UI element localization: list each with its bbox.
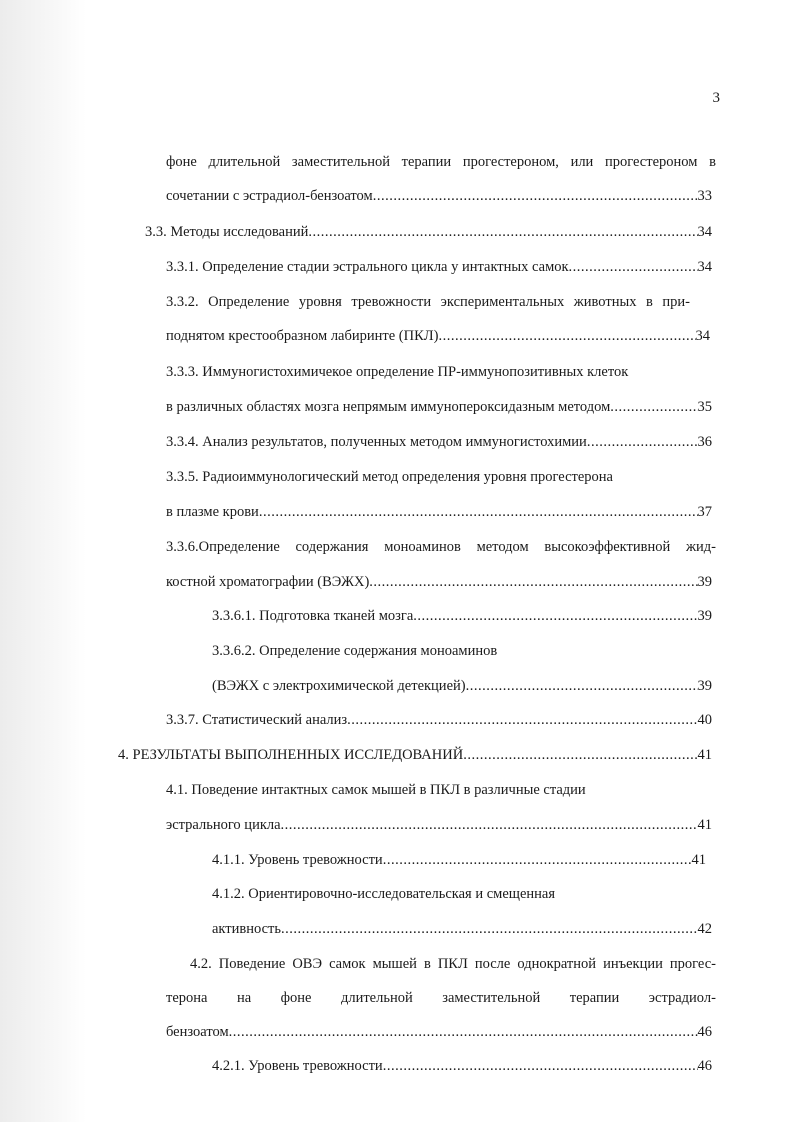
toc-word: 3.3.6.Определение — [166, 539, 280, 555]
toc-entry-text: 4. РЕЗУЛЬТАТЫ ВЫПОЛНЕННЫХ ИССЛЕДОВАНИЙ — [118, 747, 464, 763]
toc-line-continuation — [190, 954, 716, 974]
toc-word: терапии — [569, 990, 620, 1006]
toc-leader-dots — [587, 432, 698, 452]
toc-page-ref: 37 — [697, 504, 712, 520]
toc-entry-text: 4.1.2. Ориентировочно-исследовательская и смещенная — [212, 886, 556, 902]
toc-word: в — [709, 154, 716, 170]
toc-entry — [166, 710, 712, 730]
toc-entry — [166, 432, 712, 452]
toc-leader-dots — [569, 257, 698, 277]
toc-line-continuation — [166, 292, 690, 312]
toc-entry-text: 3.3.5. Радиоиммунологический метод определения уровня прогестерона — [166, 469, 613, 485]
toc-word: 4.2. — [190, 956, 212, 972]
toc-leader-dots — [281, 815, 698, 835]
toc-word: терона — [166, 990, 208, 1006]
toc-leader-dots — [259, 502, 698, 522]
toc-word: ОВЭ — [292, 956, 323, 972]
toc-leader-dots — [281, 919, 698, 939]
toc-word: фоне — [280, 990, 312, 1006]
toc-entry-text: в различных областях мозга непрямым иммунопероксидазным методом — [166, 399, 611, 415]
toc-entry — [212, 606, 712, 626]
toc-entry-text: 3.3.6.1. Подготовка тканей мозга — [212, 608, 414, 624]
toc-page-ref: 41 — [697, 747, 712, 763]
toc-word: при- — [662, 294, 690, 310]
toc-word: уровня — [298, 294, 342, 310]
toc-word: прогестероном — [604, 154, 698, 170]
toc-entry-text: 3.3.1. Определение стадии эстрального цикла у интактных самок — [166, 259, 569, 275]
toc-word: Определение — [208, 294, 290, 310]
toc-entry — [166, 397, 712, 417]
toc-entry-text: поднятом крестообразном лабиринте (ПКЛ) — [166, 328, 439, 344]
toc-word: мышей — [372, 956, 417, 972]
toc-word: в — [645, 294, 653, 310]
toc-leader-dots — [438, 326, 695, 346]
toc-page-ref: 36 — [697, 434, 712, 450]
toc-entry — [166, 572, 712, 592]
toc-page-ref: 33 — [697, 188, 712, 204]
toc-entry — [166, 1022, 712, 1042]
toc-word: длительной — [340, 990, 413, 1006]
toc-page-ref: 34 — [695, 328, 710, 344]
toc-leader-dots — [383, 850, 692, 870]
toc-leader-dots — [610, 397, 697, 417]
toc-entry — [166, 326, 710, 346]
toc-entry — [166, 186, 712, 206]
toc-entry-text: 3.3.6.2. Определение содержания моноаминов — [212, 643, 498, 659]
toc-word: на — [236, 990, 252, 1006]
toc-line-continuation — [166, 780, 586, 800]
toc-word: ПКЛ — [437, 956, 468, 972]
toc-word: после — [474, 956, 511, 972]
toc-word: методом — [476, 539, 529, 555]
toc-leader-dots — [373, 186, 698, 206]
toc-page-ref: 34 — [697, 224, 712, 240]
toc-page-ref: 39 — [697, 574, 712, 590]
toc-word: жид- — [685, 539, 716, 555]
toc-entry-text: 4.1. Поведение интактных самок мышей в ПКЛ в различные стадии — [166, 782, 586, 798]
toc-line-continuation — [166, 467, 613, 487]
toc-line-justified — [166, 988, 716, 1008]
toc-page-ref: 34 — [697, 259, 712, 275]
toc-word: самок — [329, 956, 366, 972]
toc-page-ref: 35 — [697, 399, 712, 415]
toc-entry — [212, 1056, 712, 1076]
toc-word: Поведение — [218, 956, 286, 972]
toc-word: высокоэффективной — [544, 539, 671, 555]
toc-line-continuation — [166, 152, 716, 172]
toc-page-ref: 46 — [697, 1024, 712, 1040]
page-number: 3 — [712, 90, 720, 106]
toc-entry-text: сочетании с эстрадиол-бензоатом — [166, 188, 373, 204]
toc-word: тревожности — [351, 294, 432, 310]
toc-leader-dots — [463, 745, 697, 765]
toc-entry-text: (ВЭЖХ с электрохимической детекцией) — [212, 678, 466, 694]
toc-entry-text: бензоатом — [166, 1024, 229, 1040]
toc-word: животных — [573, 294, 637, 310]
toc-word: прогестероном, — [462, 154, 559, 170]
toc-leader-dots — [229, 1022, 698, 1042]
toc-entry-text: 3.3.3. Иммуногистохимичекое определение ПР-иммунопозитивных клеток — [166, 364, 629, 380]
toc-word: длительной — [208, 154, 281, 170]
toc-leader-dots — [413, 606, 697, 626]
toc-entry-text: 3.3. Методы исследований — [145, 224, 309, 240]
toc-entry-text: 3.3.4. Анализ результатов, полученных методом иммуногистохимии — [166, 434, 587, 450]
toc-entry-text: костной хроматографии (ВЭЖХ) — [166, 574, 370, 590]
toc-page-ref: 39 — [697, 678, 712, 694]
toc-entry — [166, 257, 712, 277]
toc-entry — [145, 222, 712, 242]
toc-entry-text: в плазме крови — [166, 504, 259, 520]
toc-word: терапии — [401, 154, 452, 170]
toc-entry-text: 4.1.1. Уровень тревожности — [212, 852, 383, 868]
toc-entry-text: эстрального цикла — [166, 817, 281, 833]
toc-leader-dots — [347, 710, 697, 730]
toc-line-continuation — [166, 362, 628, 382]
toc-entry-text: 3.3.7. Статистический анализ — [166, 712, 348, 728]
toc-leader-dots — [383, 1056, 698, 1076]
toc-entry-text: 4.2.1. Уровень тревожности — [212, 1058, 383, 1074]
toc-entry — [212, 676, 712, 696]
toc-leader-dots — [466, 676, 698, 696]
toc-line-continuation — [166, 537, 716, 557]
toc-word: заместительной — [291, 154, 390, 170]
toc-word: прогес- — [669, 956, 716, 972]
toc-word: моноаминов — [384, 539, 461, 555]
toc-word: 3.3.2. — [166, 294, 199, 310]
toc-page-ref: 39 — [697, 608, 712, 624]
toc-entry-text: активность — [212, 921, 281, 937]
toc-word: фоне — [166, 154, 197, 170]
toc-line-continuation — [212, 884, 555, 904]
toc-word: экспериментальных — [440, 294, 565, 310]
toc-word: заместительной — [442, 990, 541, 1006]
toc-entry — [212, 919, 712, 939]
toc-page-ref: 41 — [697, 817, 712, 833]
toc-entry — [166, 502, 712, 522]
toc-entry — [166, 815, 712, 835]
toc-word: инъекции — [603, 956, 663, 972]
toc-page-ref: 46 — [697, 1058, 712, 1074]
toc-leader-dots — [308, 222, 697, 242]
toc-leader-dots — [369, 572, 697, 592]
toc-page-ref: 41 — [691, 852, 706, 868]
toc-entry-chapter — [118, 745, 712, 765]
toc-word: эстрадиол- — [648, 990, 716, 1006]
toc-word: или — [570, 154, 594, 170]
toc-word: в — [423, 956, 431, 972]
toc-page-ref: 42 — [697, 921, 712, 937]
toc-page-ref: 40 — [697, 712, 712, 728]
toc-word: однократной — [517, 956, 597, 972]
toc-word: содержания — [295, 539, 369, 555]
toc-entry — [212, 850, 706, 870]
toc-line-continuation — [212, 641, 497, 661]
